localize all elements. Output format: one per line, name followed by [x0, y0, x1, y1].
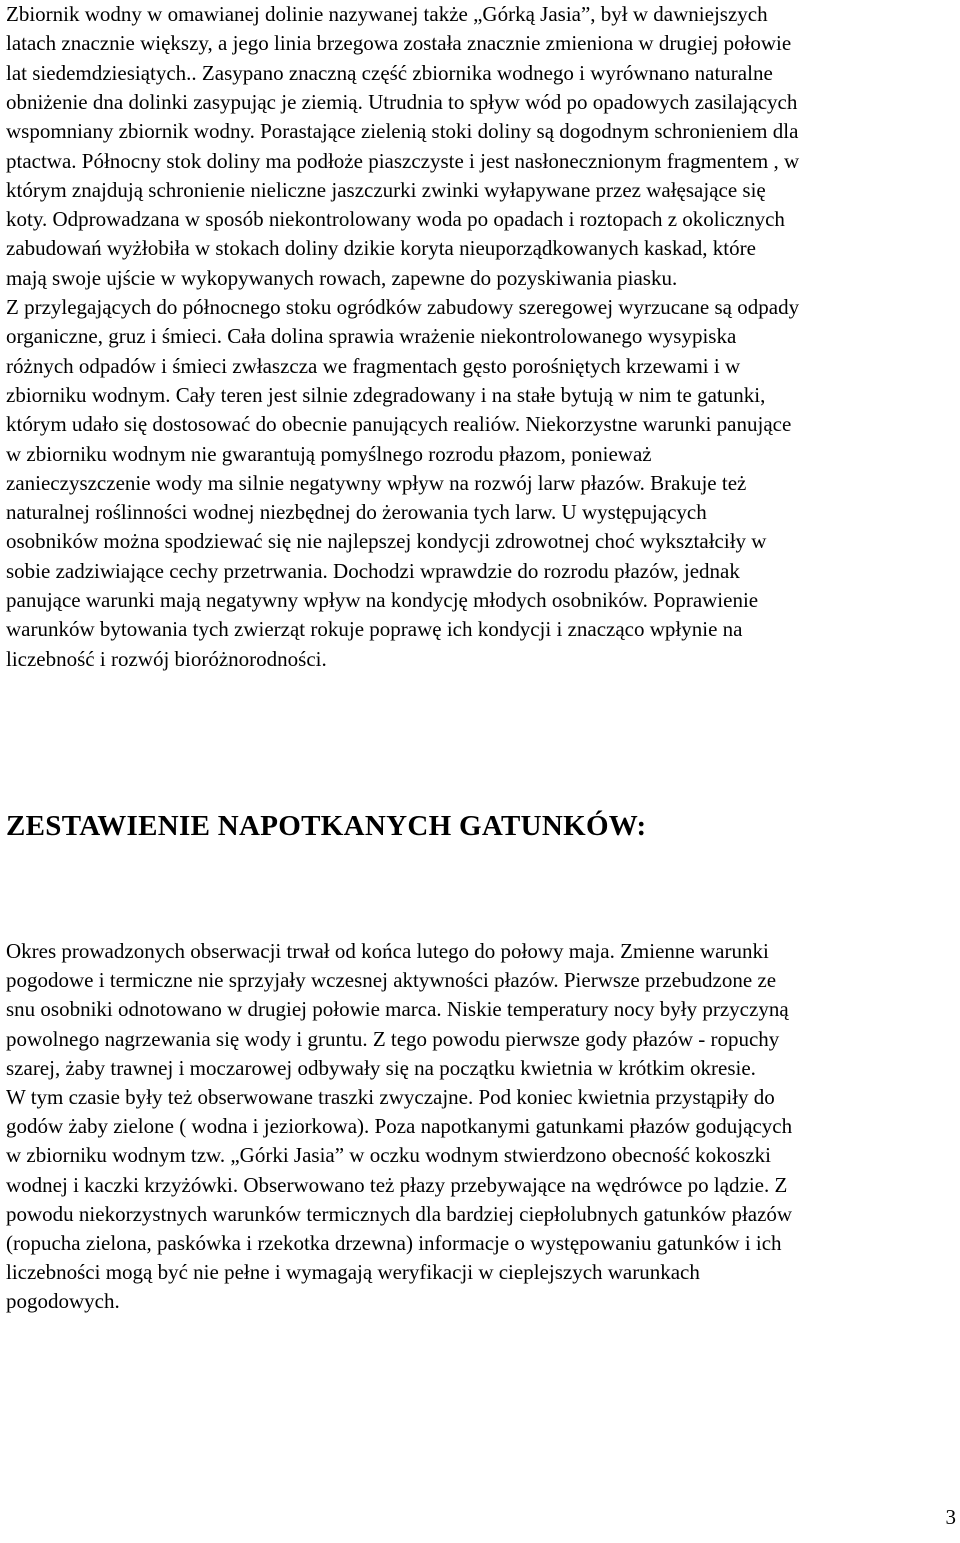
text-line: Z przylegających do północnego stoku ogródków zabudowy szeregowej wyrzucane są odpady	[6, 295, 800, 319]
text-line: liczebności mogą być nie pełne i wymagają weryfikacji w cieplejszych warunkach	[6, 1260, 700, 1285]
text-line: liczebność i rozwój bioróżnorodności.	[6, 646, 327, 671]
text-line: różnych odpadów i śmieci zwłaszcza we fragmentach gęsto porośniętych krzewami i w	[6, 353, 741, 378]
text-line: koty. Odprowadzana w sposób niekontrolowany woda po opadach i roztopach z okolicznych	[6, 207, 785, 232]
text-line: w zbiorniku wodnym nie gwarantują pomyślnego rozrodu płazom, ponieważ	[6, 441, 652, 466]
text-line: osobników można spodziewać się nie najlepszej kondycji zdrowotnej choć wykształciły w	[6, 529, 767, 554]
text-line: W tym czasie były też obserwowane traszki zwyczajne. Pod koniec kwietnia przystąpiły do	[6, 1085, 775, 1109]
text-line: wodnej i kaczki krzyżówki. Obserwowano też płazy przebywające na wędrówce po lądzie. Z	[6, 1172, 788, 1197]
text-line: lat siedemdziesiątych.. Zasypano znaczną część zbiornika wodnego i wyrównano naturalne	[6, 60, 773, 85]
text-line: obniżenie dna dolinki zasypując je ziemią. Utrudnia to spływ wód po opadowych zasilających	[6, 89, 798, 114]
text-line: pogodowe i termiczne nie sprzyjały wczesnej aktywności płazów. Pierwsze przebudzone ze	[6, 968, 777, 993]
text-line: pogodowych.	[6, 1289, 120, 1314]
text-line: godów żaby zielone ( wodna i jeziorkowa). Poza napotkanymi gatunkami płazów godujących	[6, 1114, 793, 1139]
page-number: 3	[945, 1505, 956, 1529]
text-line: mają swoje ujście w wykopywanych rowach, zapewne do pozyskiwania piasku.	[6, 265, 678, 290]
text-line: zabudowań wyżłobiła w stokach doliny dzikie koryta nieuporządkowanych kaskad, które	[6, 236, 756, 261]
text-line: panujące warunki mają negatywny wpływ na kondycję młodych osobników. Poprawienie	[6, 588, 759, 612]
text-line: ptactwa. Północny stok doliny ma podłoże piaszczyste i jest nasłonecznionym fragmentem , w	[6, 148, 800, 173]
text-line: wspomniany zbiornik wodny. Porastające zielenią stoki doliny są dogodnym schronieniem dla	[6, 119, 799, 144]
text-line: powodu niekorzystnych warunków termicznych dla bardziej ciepłolubnych gatunków płazów	[6, 1201, 793, 1226]
text-line: szarej, żaby trawnej i moczarowej odbywały się na początku kwietnia w krótkim okresie.	[6, 1055, 756, 1080]
text-line: zbiorniku wodnym. Cały teren jest silnie zdegradowany i na stałe bytują w nim te gatunki,	[6, 382, 766, 407]
text-line: (ropucha zielona, paskówka i rzekotka drzewna) informacje o występowaniu gatunków i ich	[6, 1231, 782, 1255]
text-line: którym udało się dostosować do obecnie panujących realiów. Niekorzystne warunki panujące	[6, 412, 792, 437]
text-line: naturalnej roślinności wodnej niezbędnej do żerowania tych larw. U występujących	[6, 500, 707, 525]
section-heading: ZESTAWIENIE NAPOTKANYCH GATUNKÓW:	[6, 810, 647, 842]
text-line: zanieczyszczenie wody ma silnie negatywny wpływ na rozwój larw płazów. Brakuje też	[6, 470, 747, 495]
text-line: w zbiorniku wodnym tzw. „Górki Jasia” w oczku wodnym stwierdzono obecność kokoszki	[6, 1143, 771, 1168]
text-line: Zbiornik wodny w omawianej dolinie nazywanej także „Górką Jasia”, był w dawniejszych	[6, 2, 768, 26]
text-line: Okres prowadzonych obserwacji trwał od końca lutego do połowy maja. Zmienne warunki	[6, 939, 769, 963]
text-line: sobie zadziwiające cechy przetrwania. Dochodzi wprawdzie do rozrodu płazów, jednak	[6, 558, 740, 583]
text-line: powolnego nagrzewania się wody i gruntu. Z tego powodu pierwsze gody płazów - ropuchy	[6, 1026, 780, 1051]
text-line: organiczne, gruz i śmieci. Cała dolina sprawia wrażenie niekontrolowanego wysypiska	[6, 324, 737, 349]
text-line: snu osobniki odnotowano w drugiej połowie marca. Niskie temperatury nocy były przyczyną	[6, 997, 789, 1022]
text-line: warunków bytowania tych zwierząt rokuje poprawę ich kondycji i znacząco wpłynie na	[6, 617, 743, 642]
text-line: latach znacznie większy, a jego linia brzegowa została znacznie zmieniona w drugiej połowie	[6, 31, 792, 56]
text-line: którym znajdują schronienie nieliczne jaszczurki zwinki wyłapywane przez wałęsające się	[6, 177, 766, 202]
